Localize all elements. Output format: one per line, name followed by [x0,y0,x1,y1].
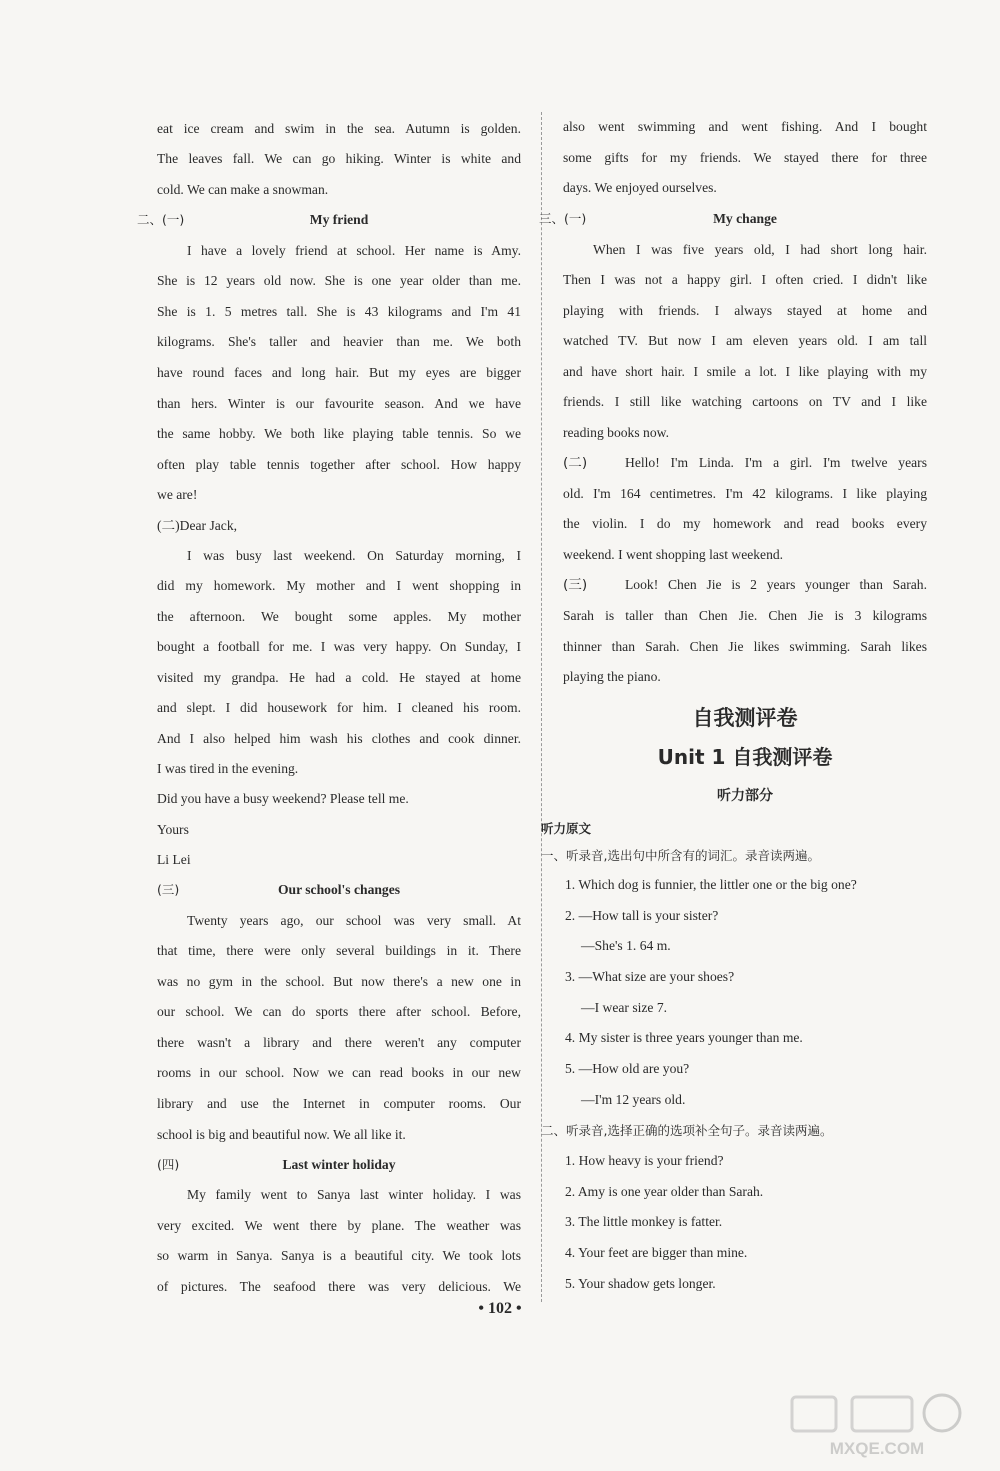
unit-title: Unit 1 自我测评卷 [657,745,833,769]
question-item: 4. Your feet are bigger than mine. [565,1245,748,1260]
text-line: school is big and beautiful now. We all like it. [157,1127,406,1142]
text-line: thinner than Sarah. Chen Jie likes swimming. Sarah likes [563,639,927,654]
text-line: The leaves fall. We can go hiking. Winter is white and [157,151,521,166]
section-label-text: (三) [563,577,588,593]
text-line: there wasn't a library and there weren't any computer [157,1035,521,1050]
text-line: friends. I still like watching cartoons on TV and I like [563,394,927,409]
letter-signature: Li Lei [157,852,191,867]
section-title: Our school's changes [277,882,401,897]
text-line: bought a football for me. I was very happy. On Sunday, I [157,639,521,654]
question-heading: 二、听录音,选择正确的选项补全句子。录音读两遍。 [541,1123,833,1138]
text-line: And I also helped him wash his clothes and cook dinner. [157,731,521,746]
section-label-text: (二) [563,455,588,471]
text-line: Then I was not a happy girl. I often cried. I didn't like [563,272,927,287]
text-line: very excited. We went there by plane. The weather was [157,1218,521,1233]
text-line: and slept. I did housework for him. I cleaned his room. [157,700,521,715]
text-line: I have a lovely friend at school. Her name is Amy. [187,243,521,258]
text-line: also went swimming and went fishing. And I bought [563,119,927,134]
text-line: She is 12 years old now. She is one year older than me. [157,273,521,288]
text-line: I was busy last weekend. On Saturday morning, I [187,548,521,563]
watermark-logo [772,1391,982,1461]
text-line: She is 1. 5 metres tall. She is 43 kilograms and I'm 41 [157,304,521,319]
text-line: visited my grandpa. He had a cold. He stayed at home [157,670,521,685]
text-line: playing the piano. [563,669,661,684]
text-line: often play table tennis together after school. How happy [157,457,521,472]
watermark-text: MXQE.COM [829,1439,925,1458]
question-item: —She's 1. 64 m. [581,938,671,953]
section-title: Last winter holiday [282,1157,396,1172]
text-line: Look! Chen Jie is 2 years younger than Sarah. [625,577,927,592]
text-line: the same hobby. We both like playing table tennis. So we [157,426,521,441]
text-line: Sarah is taller than Chen Jie. Chen Jie is 3 kilograms [563,608,927,623]
part-title: 听力部分 [717,788,773,804]
text-line: that time, there were only several buildings in it. There [157,943,521,958]
question-item: 2. —How tall is your sister? [565,908,719,923]
question-item: —I'm 12 years old. [581,1092,686,1107]
letter-salutation: (二)Dear Jack, [157,518,238,533]
text-line: reading books now. [563,425,669,440]
watermark-glyph-icon [792,1397,836,1431]
text-line: days. We enjoyed ourselves. [563,180,717,195]
text-line: weekend. I went shopping last weekend. [563,547,784,562]
question-item: 5. —How old are you? [565,1061,690,1076]
text-line: our school. We can do sports there after school. Before, [157,1004,521,1019]
text-line: we are! [157,487,198,502]
text-line: I was tired in the evening. [157,761,299,776]
section-label: (四) [157,1157,180,1172]
text-line: some gifts for my friends. We stayed there for three [563,150,927,165]
section-label: 二、(一) [137,212,185,227]
text-line: When I was five years old, I had short long hair. [593,242,927,257]
question-item: 1. How heavy is your friend? [565,1153,724,1168]
watermark-graphic [772,1391,982,1461]
question-item: —I wear size 7. [581,1000,668,1015]
text-line: than hers. Winter is our favourite season. And we have [157,396,521,411]
section-title: My friend [309,212,369,227]
letter-closing: Yours [157,822,189,837]
text-line: My family went to Sanya last winter holiday. I was [187,1187,521,1202]
text-line: Hello! I'm Linda. I'm a girl. I'm twelve years [625,455,927,470]
text-line: was no gym in the school. But now there's a new one in [157,974,521,989]
text-line: have round faces and long hair. But my eyes are bigger [157,365,521,380]
section-label: (三) [157,882,180,897]
section-title: My change [713,211,777,226]
question-item: 5. Your shadow gets longer. [565,1276,716,1291]
text-line: playing with friends. I always stayed at home and [563,303,927,318]
page-number: • 102 • [478,1300,522,1317]
text-line: Twenty years ago, our school was very small. At [187,913,521,928]
text-line: old. I'm 164 centimetres. I'm 42 kilograms. I like playing [563,486,927,501]
text-line: eat ice cream and swim in the sea. Autumn is golden. [157,121,521,136]
text-line: and have short hair. I smile a lot. I like playing with my [563,364,927,379]
question-item: 4. My sister is three years younger than me. [565,1030,803,1045]
text-line: Did you have a busy weekend? Please tell me. [157,791,409,806]
text-line: kilograms. She's taller and heavier than me. We both [157,334,521,349]
question-item: 3. The little monkey is fatter. [565,1214,723,1229]
text-line: rooms in our school. Now we can read books in our new [157,1065,521,1080]
text-line: the afternoon. We bought some apples. My mother [157,609,521,624]
text-line: of pictures. The seafood there was very delicious. We [157,1279,521,1294]
text-line: cold. We can make a snowman. [157,182,329,197]
watermark-glyph-icon [852,1397,912,1431]
text-line: did my homework. My mother and I went shopping in [157,578,521,593]
question-item: 2. Amy is one year older than Sarah. [565,1184,764,1199]
text-line: the violin. I do my homework and read books every [563,516,927,531]
question-item: 3. —What size are your shoes? [565,969,735,984]
section-label: 三、(一) [539,211,587,226]
listening-label: 听力原文 [541,821,592,836]
question-item: 1. Which dog is funnier, the littler one or the big one? [565,877,857,892]
text-line: watched TV. But now I am eleven years old. I am tall [563,333,927,348]
text-line: library and use the Internet in computer rooms. Our [157,1096,521,1111]
question-heading: 一、听录音,选出句中所含有的词汇。录音读两遍。 [541,848,820,863]
watermark-badge-icon [924,1395,960,1431]
text-line: so warm in Sanya. Sanya is a beautiful city. We took lots [157,1248,521,1263]
test-title: 自我测评卷 [692,706,798,730]
